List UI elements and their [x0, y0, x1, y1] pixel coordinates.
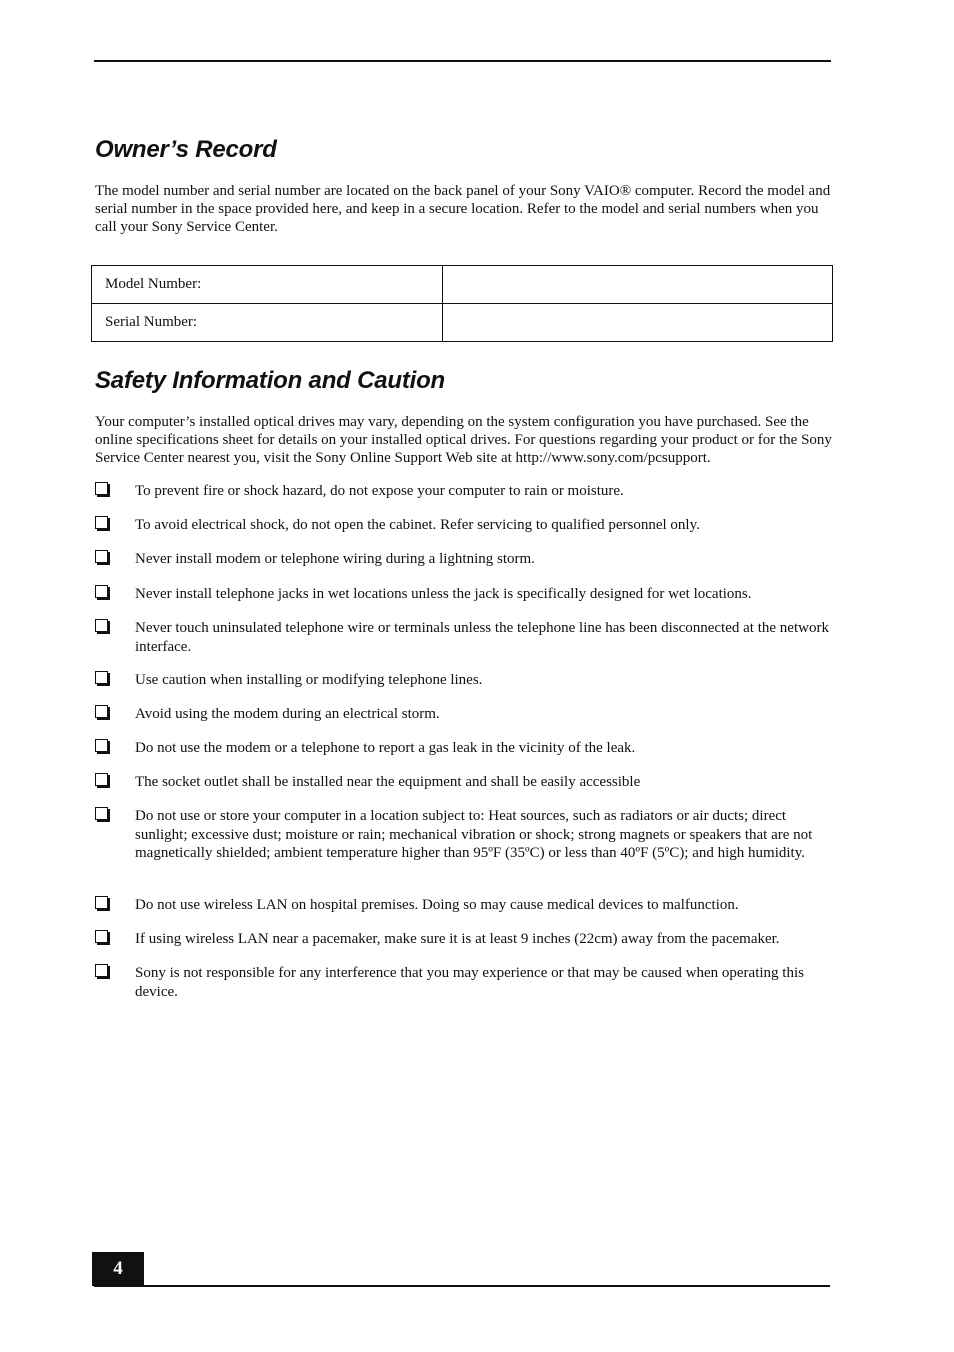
list-item — [95, 585, 835, 604]
table-row — [92, 304, 833, 342]
list-item-text: The socket outlet shall be installed near the equipment and shall be easily accessible — [135, 774, 641, 790]
owners-record-table — [91, 265, 833, 342]
checkbox-bullet-icon — [95, 619, 108, 632]
checkbox-bullet-icon — [95, 705, 108, 718]
owners-record-intro: The model number and serial number are located on the back panel of your Sony VAIO® computer. Record the model and serial number in the space provided here, and keep in a secure location. Refer to the model and serial numbers when you call your Sony Service Center. — [95, 183, 831, 236]
serial-number-value — [443, 304, 833, 342]
list-item — [95, 896, 835, 915]
list-item-text: Avoid using the modem during an electrical storm. — [135, 706, 440, 722]
list-item — [95, 671, 835, 690]
list-item — [95, 930, 835, 949]
checkbox-bullet-icon — [95, 773, 108, 786]
list-item-text: Never install modem or telephone wiring during a lightning storm. — [135, 551, 535, 567]
list-item — [95, 619, 835, 656]
list-item-text: To avoid electrical shock, do not open the cabinet. Refer servicing to qualified personnel only. — [135, 517, 700, 533]
checkbox-bullet-icon — [95, 807, 108, 820]
checkbox-bullet-icon — [95, 896, 108, 909]
checkbox-bullet-icon — [95, 930, 108, 943]
list-item — [95, 773, 835, 792]
list-item — [95, 807, 835, 863]
list-item-text: Sony is not responsible for any interference that you may experience or that may be caused when operating this device. — [135, 965, 804, 1000]
list-item-text: Never install telephone jacks in wet locations unless the jack is specifically designed for wet locations. — [135, 586, 752, 602]
list-item-text: Do not use the modem or a telephone to report a gas leak in the vicinity of the leak. — [135, 740, 636, 756]
checkbox-bullet-icon — [95, 739, 108, 752]
checkbox-bullet-icon — [95, 550, 108, 563]
checkbox-bullet-icon — [95, 585, 108, 598]
page-number: 4 — [92, 1252, 144, 1286]
list-item-text: To prevent fire or shock hazard, do not expose your computer to rain or moisture. — [135, 483, 624, 499]
list-item — [95, 739, 835, 758]
checkbox-bullet-icon — [95, 671, 108, 684]
list-item-text: If using wireless LAN near a pacemaker, make sure it is at least 9 inches (22cm) away from the pacemaker. — [135, 931, 780, 947]
list-item — [95, 516, 835, 535]
footer-rule — [94, 1285, 830, 1287]
list-item-text: Do not use or store your computer in a location subject to: Heat sources, such as radiators or air ducts; direct sunlight; excessive dust; moisture or rain; mechanical vibration or shock; strong magnets or speakers that are not magnetically shielded; ambient temperature higher than 95ºF (35ºC) or less than 40ºF (5ºC); and high humidity. — [135, 808, 813, 861]
safety-intro: Your computer’s installed optical drives may vary, depending on the system configuration you have purchased. See the online specifications sheet for details on your installed optical drives. For questions regarding your product or for the Sony Service Center nearest you, visit the Sony Online Support Web site at http://www.sony.com/pcsupport. — [95, 414, 832, 467]
list-item — [95, 482, 835, 501]
list-item — [95, 964, 835, 1001]
list-item — [95, 705, 835, 724]
checkbox-bullet-icon — [95, 516, 108, 529]
checkbox-bullet-icon — [95, 964, 108, 977]
list-item — [95, 550, 835, 569]
list-item-text: Do not use wireless LAN on hospital premises. Doing so may cause medical devices to malfunction. — [135, 897, 739, 913]
serial-number-label: Serial Number: — [92, 304, 443, 342]
list-item-text: Never touch uninsulated telephone wire or terminals unless the telephone line has been disconnected at the network interface. — [135, 620, 829, 655]
header-rule — [94, 60, 831, 62]
safety-heading: Safety Information and Caution — [95, 367, 446, 394]
model-number-value — [443, 266, 833, 304]
model-number-label: Model Number: — [92, 266, 443, 304]
list-item-text: Use caution when installing or modifying telephone lines. — [135, 672, 483, 688]
table-row — [92, 266, 833, 304]
checkbox-bullet-icon — [95, 482, 108, 495]
owners-record-heading: Owner’s Record — [95, 136, 277, 163]
